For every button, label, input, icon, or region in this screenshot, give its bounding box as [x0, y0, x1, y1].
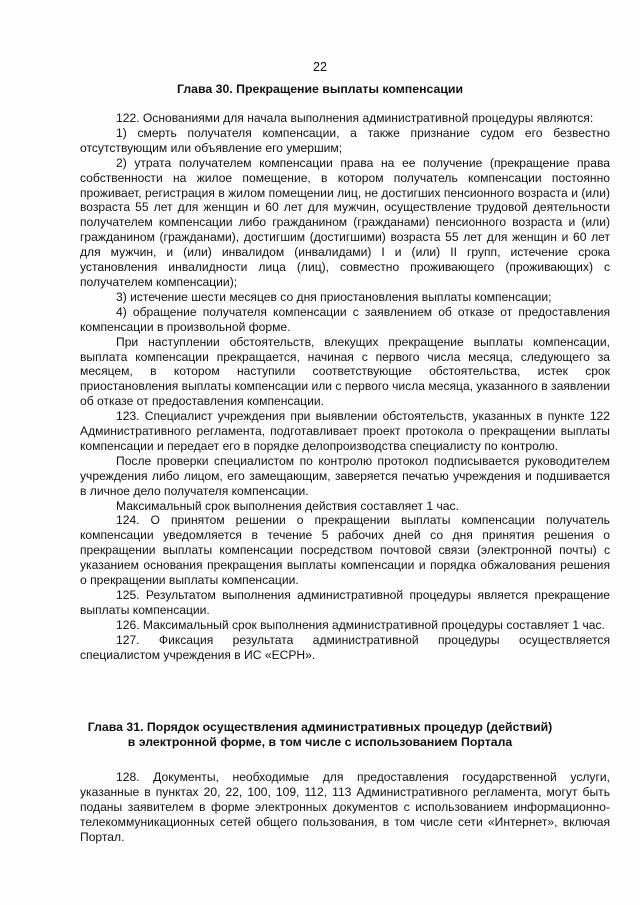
- paragraph-122-item-3: 3) истечение шести месяцев со дня приостановления выплаты компенсации;: [116, 289, 552, 304]
- paragraph-122-item-4: 4) обращение получателя компенсации с заявлением об отказе от предоставления компенсации в произвольной форме.: [80, 304, 610, 334]
- paragraph-123-check: После проверки специалистом по контролю протокол подписывается руководителем учреждения либо лицом, его замещающим, заверяется печатью учреждения и подшивается в личное дело получателя компенсации.: [80, 453, 610, 498]
- paragraph-122: 122. Основаниями для начала выполнения административной процедуры являются:: [116, 111, 594, 125]
- chapter-31-heading-line-2: в электронной форме, в том числе с использованием Портала: [127, 735, 513, 749]
- paragraph-127: 127. Фиксация результата административной процедуры осуществляется специалистом учреждения в ИС «ЕСРН».: [80, 632, 610, 662]
- paragraph-122-item-1: 1) смерть получателя компенсации, а также признание судом его безвестно отсутствующим или объявление его умершим;: [80, 125, 610, 155]
- paragraph-125: 125. Результатом выполнения административной процедуры является прекращение выплаты компенсации.: [80, 588, 610, 617]
- chapter-31-heading: [0, 720, 640, 750]
- paragraph-122-item-2: 2) утрата получателем компенсации права на ее получение (прекращение права собственности на жилое помещение, в котором получатель компенсации постоянно проживает, регистрация в жилом помещении лиц, не достигших пенсионного возраста и (или) возраста 55 лет для женщин и 60 лет для мужчин, осуществление трудовой деятельности получателем компенсации либо гражданином (гражданами) пенсионного возраста и (или) гражданином (гражданами), достигшим (достигшими) возраста 55 лет для женщин и 60 лет для мужчин, и (или) инвалидом (инвалидами) I и (или) II групп, истечение срока установления инвалидности лица (лиц), совместно проживающего (проживающих) с получателем компенсации);: [80, 155, 610, 289]
- page-number: 22: [313, 60, 327, 74]
- paragraph-123-time: Максимальный срок выполнения действия составляет 1 час.: [116, 498, 459, 513]
- chapter-30-heading: Глава 30. Прекращение выплаты компенсации: [176, 82, 464, 96]
- paragraph-126: 126. Максимальный срок выполнения административной процедуры составляет 1 час.: [116, 617, 605, 632]
- chapter-31-body: [80, 770, 610, 845]
- chapter-31-heading-line-1: Глава 31. Порядок осуществления административных процедур (действий): [87, 720, 553, 734]
- chapter-30-body: [80, 111, 610, 663]
- paragraph-122-note: При наступлении обстоятельств, влекущих прекращение выплаты компенсации, выплата компенсации прекращается, начиная с первого числа месяца, следующего за месяцем, в котором наступили соответствующие обстоятельства, истек срок приостановления выплаты компенсации или с первого числа месяца, указанного в заявлении об отказе от предоставления компенсации.: [80, 334, 610, 409]
- paragraph-128: 128. Документы, необходимые для предоставления государственной услуги, указанные в пунктах 20, 22, 100, 109, 112, 113 Административного регламента, могут быть поданы заявителем в форме электронных документов с использованием информационно-телекоммуникационных сетей общего пользования, в том числе сети «Интернет», включая Портал.: [80, 770, 610, 844]
- paragraph-123: 123. Специалист учреждения при выявлении обстоятельств, указанных в пункте 122 Административного регламента, подготавливает проект протокола о прекращении выплаты компенсации и передает его в порядке делопроизводства специалисту по контролю.: [80, 409, 610, 453]
- paragraph-124: 124. О принятом решении о прекращении выплаты компенсации получатель компенсации уведомляется в течение 5 рабочих дней со дня принятия решения о прекращении выплаты компенсации посредством почтовой связи (электронной почты) с указанием основания прекращения выплаты компенсации и порядка обжалования решения о прекращении выплаты компенсации.: [80, 513, 610, 588]
